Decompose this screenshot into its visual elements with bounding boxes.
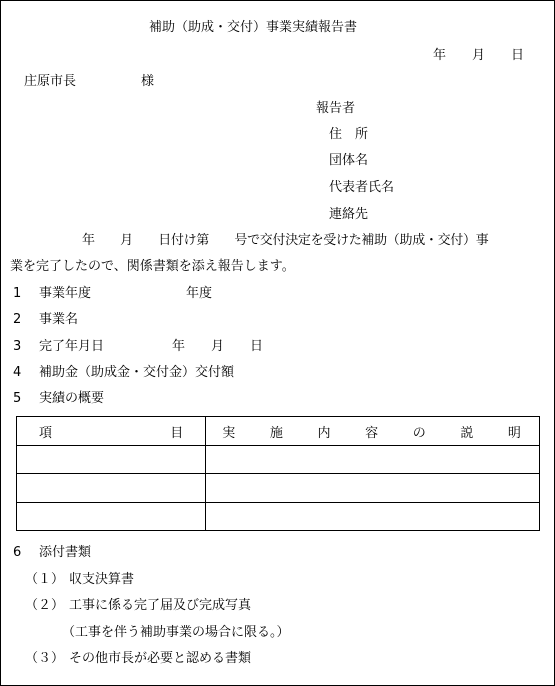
recipient-line: 庄原市長 様	[24, 74, 155, 89]
header-desc-char: 明	[507, 425, 521, 441]
item-number: 1	[13, 286, 22, 301]
contact-label: 連絡先	[329, 207, 369, 222]
reporter-heading: 報告者	[316, 101, 356, 116]
item-label-project-name: 事業名	[39, 312, 79, 327]
header-item-cell	[17, 417, 206, 446]
table-cell	[206, 474, 540, 502]
attachment-financial-statement: 収支決算書	[69, 572, 135, 587]
item-number: 4	[13, 365, 22, 380]
header-item-char: 項	[39, 425, 53, 441]
item-label-completion-date: 完了年月日	[39, 339, 105, 354]
attachment-mark: （３）	[25, 651, 65, 666]
table-cell	[17, 446, 206, 474]
table-cell	[206, 446, 540, 474]
group-name-label: 団体名	[329, 153, 369, 168]
representative-label: 代表者氏名	[329, 180, 395, 195]
header-desc-char: 説	[460, 425, 474, 441]
item-number: 3	[13, 339, 22, 354]
item-number: 5	[13, 391, 22, 406]
header-item-char: 目	[170, 425, 184, 441]
item-label-fiscal-year: 事業年度	[39, 286, 92, 301]
header-desc-char: の	[412, 425, 426, 441]
address-label: 住 所	[329, 127, 369, 142]
item-value-completion-date: 年 月 日	[172, 339, 264, 354]
date-line: 年 月 日	[433, 48, 525, 63]
results-table	[16, 416, 540, 531]
table-cell	[17, 474, 206, 502]
header-desc-char: 容	[365, 425, 379, 441]
table-row	[17, 446, 540, 474]
attachment-mark: （２）	[25, 598, 65, 613]
item-label-attachments: 添付書類	[39, 545, 92, 560]
table-header-row	[17, 417, 540, 446]
header-desc-char: 施	[269, 425, 283, 441]
header-desc-char: 実	[222, 425, 236, 441]
item-value-fiscal-year: 年度	[186, 286, 213, 301]
item-label-results-summary: 実績の概要	[39, 391, 105, 406]
table-cell	[17, 502, 206, 530]
table-row	[17, 474, 540, 502]
item-label-grant-amount: 補助金（助成金・交付金）交付額	[39, 365, 235, 380]
table-cell	[206, 502, 540, 530]
header-desc-char: 内	[317, 425, 331, 441]
form-title: 補助（助成・交付）事業実績報告書	[149, 20, 358, 35]
attachment-other-documents: その他市長が必要と認める書類	[69, 651, 252, 666]
table-row	[17, 502, 540, 530]
attachment-note: （工事を伴う補助事業の場合に限る。）	[62, 625, 290, 640]
body-text-line-1: 年 月 日付け第 号で交付決定を受けた補助（助成・交付）事	[82, 233, 489, 248]
attachment-mark: （１）	[25, 572, 65, 587]
header-description-cell	[206, 417, 540, 446]
item-number: 2	[13, 312, 22, 327]
item-number: 6	[13, 545, 22, 560]
attachment-completion-report: 工事に係る完了届及び完成写真	[69, 598, 252, 613]
body-text-line-2: 業を完了したので、関係書類を添え報告します。	[10, 259, 295, 274]
